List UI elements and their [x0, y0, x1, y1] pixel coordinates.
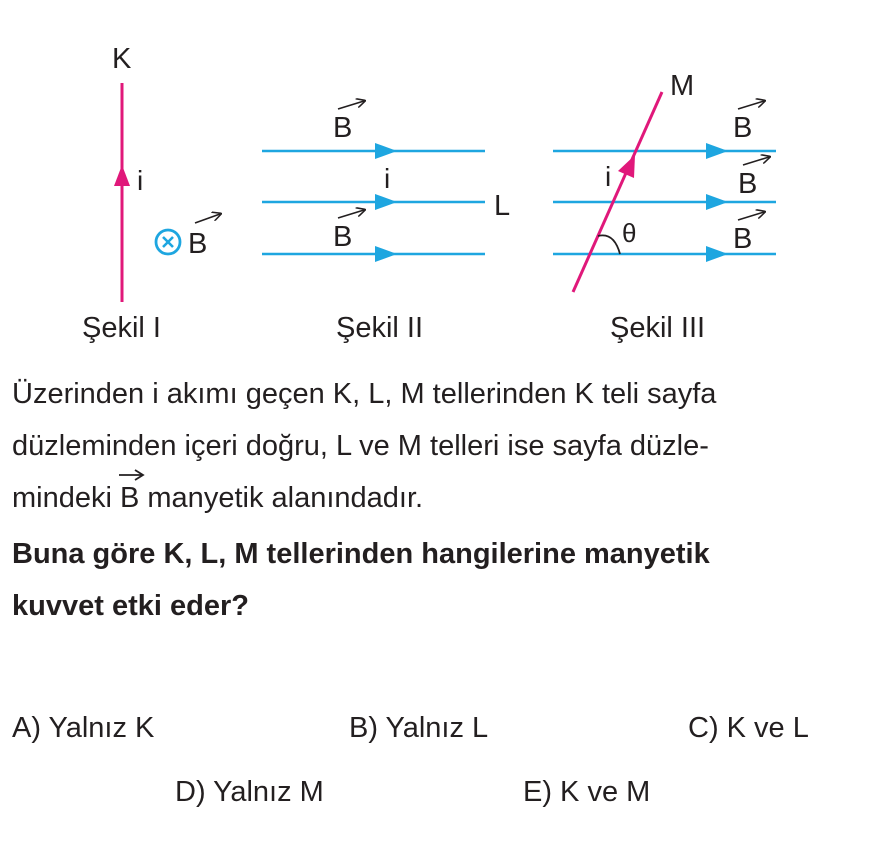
current-label-m: i: [605, 161, 612, 192]
statement-line-3-end: manyetik alanındadır.: [139, 482, 424, 514]
current-arrow-k: [114, 165, 130, 186]
vector-arrow-icon: [118, 468, 146, 482]
figure-1: [112, 43, 220, 302]
angle-label: θ: [622, 218, 637, 248]
field-label-bottom: B: [333, 221, 353, 253]
option-a[interactable]: A) Yalnız K: [12, 712, 155, 744]
statement-line-2: düzleminden içeri doğru, L ve M telleri ise sayfa düzle-: [12, 430, 709, 462]
option-d[interactable]: D) Yalnız M: [175, 776, 324, 808]
question: [12, 528, 710, 632]
field-label-m-3: B: [733, 223, 753, 255]
current-label-k: i: [137, 165, 144, 196]
caption-figure-3: Şekil III: [610, 312, 706, 344]
field-arrow: [375, 143, 397, 159]
wire-l-label: L: [494, 190, 511, 222]
field-label-m-1: B: [733, 112, 753, 144]
vector-arrow-icon: [338, 101, 364, 109]
current-arrow-m: [618, 155, 635, 178]
question-line-2: kuvvet etki eder?: [12, 590, 249, 622]
field-label-top: B: [333, 112, 353, 144]
field-arrow: [706, 246, 728, 262]
vector-arrow-icon: [195, 214, 220, 223]
vector-arrow-icon: [338, 210, 364, 218]
wire-k-label: K: [112, 43, 132, 75]
field-arrow: [375, 246, 397, 262]
statement-line-3-start: mindeki: [12, 482, 120, 514]
caption-figure-2: Şekil II: [336, 312, 424, 344]
wire-m: [573, 92, 662, 292]
option-e[interactable]: E) K ve M: [523, 776, 651, 808]
field-into-page-icon: [156, 230, 180, 254]
wire-m-label: M: [670, 70, 695, 102]
field-arrow: [706, 194, 728, 210]
field-label-m-2: B: [738, 168, 758, 200]
field-arrow: [375, 194, 397, 210]
question-line-1: Buna göre K, L, M tellerinden hangilerine manyetik: [12, 538, 710, 570]
field-label-k: B: [188, 228, 208, 260]
vector-b-letter: B: [120, 482, 140, 514]
statement-line-3: [12, 472, 852, 524]
option-b[interactable]: B) Yalnız L: [349, 712, 489, 744]
caption-figure-1: Şekil I: [82, 312, 161, 344]
angle-arc: [598, 235, 620, 254]
option-c[interactable]: C) K ve L: [688, 712, 809, 744]
vector-arrow-icon: [738, 212, 764, 220]
current-label-l: i: [384, 163, 391, 194]
statement-line-1: Üzerinden i akımı geçen K, L, M tellerinden K teli sayfa: [12, 378, 717, 410]
figure-3: [553, 70, 776, 292]
field-arrow: [706, 143, 728, 159]
vector-arrow-icon: [743, 157, 769, 165]
vector-arrow-icon: [738, 101, 764, 109]
problem-statement: [12, 368, 852, 524]
figure: [0, 0, 870, 345]
figure-2: [262, 101, 510, 262]
vector-b: [120, 472, 139, 524]
